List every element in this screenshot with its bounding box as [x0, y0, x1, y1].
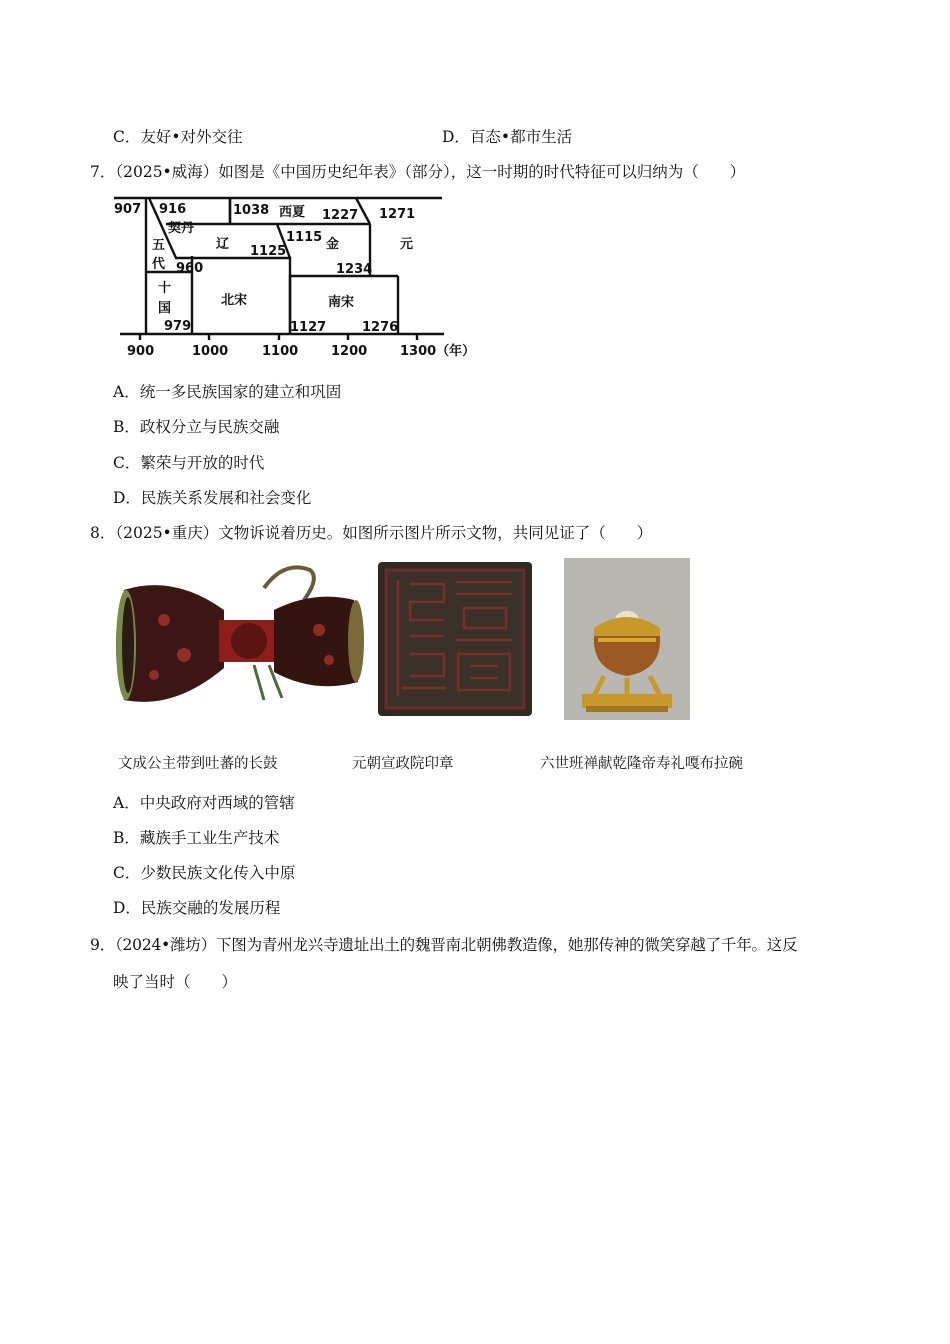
axis-tick-900: 900: [127, 344, 155, 359]
label-960: 960: [176, 261, 204, 276]
label-1127: 1127: [290, 320, 327, 335]
label-guo: 国: [158, 301, 172, 316]
label-liao: 辽: [216, 237, 230, 252]
label-1038: 1038: [233, 203, 270, 218]
label-xixia: 西夏: [279, 205, 306, 220]
q8-option-d: D．民族交融的发展历程: [113, 899, 281, 917]
q7-option-c: C．繁荣与开放的时代: [113, 454, 265, 472]
label-907: 907: [114, 202, 142, 217]
q8-option-c: C．少数民族文化传入中原: [113, 864, 296, 882]
q7-option-b: B．政权分立与民族交融: [113, 418, 280, 436]
axis-tick-1200: 1200: [331, 344, 368, 359]
question-7-stem: 7．（2025•威海）如图是《中国历史纪年表》（部分），这一时期的时代特征可以归纳为（ ）: [90, 163, 746, 181]
label-979: 979: [164, 319, 192, 334]
question-8-stem: 8．（2025•重庆）文物诉说着历史。如图所示图片所示文物，共同见证了（ ）: [90, 524, 653, 542]
caption-kapala-bowl: 六世班禅献乾隆帝寿礼嘎布拉碗: [540, 756, 743, 772]
long-drum-image: [114, 560, 370, 720]
q7-option-d: D．民族关系发展和社会变化: [113, 489, 312, 507]
label-beisong: 北宋: [221, 293, 248, 308]
label-shi: 十: [158, 281, 172, 296]
q8-option-b: B．藏族手工业生产技术: [113, 829, 280, 847]
label-1125: 1125: [250, 244, 287, 259]
option-c-prev: C．友好•对外交往: [113, 128, 243, 146]
label-nansong: 南宋: [328, 295, 355, 310]
axis-tick-1100: 1100: [262, 344, 299, 359]
label-yuan: 元: [400, 237, 414, 252]
q8-option-a: A．中央政府对西域的管辖: [113, 794, 295, 812]
q7-option-a: A．统一多民族国家的建立和巩固: [113, 383, 342, 401]
label-1234: 1234: [336, 262, 373, 277]
question-9-stem-line2: 映了当时（ ）: [113, 973, 238, 991]
label-jin: 金: [326, 237, 340, 252]
kapala-bowl-image: [564, 558, 690, 720]
label-qidan: 契丹: [168, 221, 195, 236]
option-d-prev: D．百态•都市生活: [442, 128, 573, 146]
label-1227: 1227: [322, 208, 359, 223]
axis-tick-1000: 1000: [192, 344, 229, 359]
label-dai: 代: [152, 257, 166, 272]
axis-tick-1300: 1300（年）: [400, 344, 476, 359]
caption-long-drum: 文成公主带到吐蕃的长鼓: [118, 756, 278, 772]
seal-image: [374, 558, 536, 720]
chronology-chart: [112, 194, 484, 364]
label-wu: 五: [152, 238, 166, 253]
caption-seal: 元朝宣政院印章: [352, 756, 454, 772]
label-916: 916: [159, 202, 187, 217]
label-1271: 1271: [379, 207, 416, 222]
label-1115: 1115: [286, 230, 323, 245]
label-1276: 1276: [362, 320, 399, 335]
question-9-stem-line1: 9．（2024•潍坊）下图为青州龙兴寺遗址出土的魏晋南北朝佛教造像，她那传神的微笑穿越了千年。这反: [90, 936, 798, 954]
